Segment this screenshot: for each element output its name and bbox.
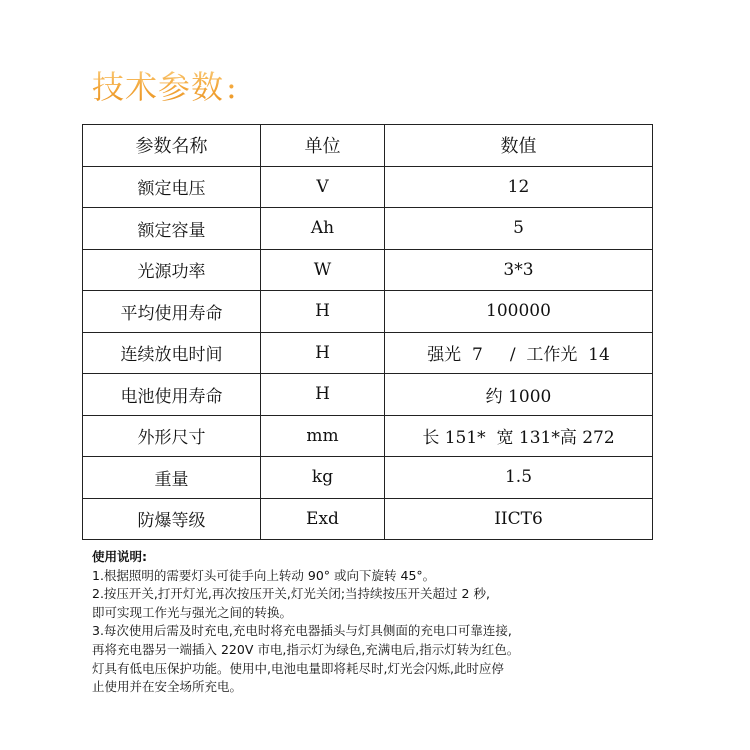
instruction-line: 1.根据照明的需要灯头可徒手向上转动 90° 或向下旋转 45°。 [92,567,436,583]
cell-value: 长 151* 宽 131*高 272 [385,415,653,457]
table-header-row [83,125,653,167]
cell-unit: H [261,374,385,416]
cell-value: 1.5 [385,457,653,499]
instruction-line: 2.按压开关,打开灯光,再次按压开关,灯光关闭;当持续按压开关超过 2 秒, [92,586,490,602]
cell-value: 100000 [385,291,653,333]
table-row [83,332,653,374]
instruction-line: 灯具有低电压保护功能。使用中,电池电量即将耗尽时,灯光会闪烁,此时应停 [92,660,504,676]
instruction-line: 止使用并在安全场所充电。 [92,679,243,695]
cell-unit: kg [261,457,385,499]
cell-param-name: 平均使用寿命 [83,291,261,333]
instruction-line: 再将充电器另一端插入 220V 市电,指示灯为绿色,充满电后,指示灯转为红色。 [92,641,520,657]
cell-param-name: 额定容量 [83,208,261,250]
cell-unit: V [261,166,385,208]
table-row [83,208,653,250]
cell-unit: W [261,249,385,291]
cell-value: 12 [385,166,653,208]
header-value: 数值 [385,125,653,167]
instructions-heading: 使用说明: [92,549,147,564]
cell-unit: Ah [261,208,385,250]
table-row [83,374,653,416]
page-title-text: 技术参数 [92,68,225,106]
table-row [83,498,653,540]
cell-param-name: 重量 [83,457,261,499]
table-row [83,415,653,457]
cell-unit: mm [261,415,385,457]
header-param-name: 参数名称 [83,125,261,167]
parameter-table [82,124,653,540]
cell-unit: H [261,291,385,333]
table-row [83,457,653,499]
cell-value: 5 [385,208,653,250]
page-title-colon: : [226,68,238,106]
cell-param-name: 额定电压 [83,166,261,208]
cell-value: 约 1000 [385,374,653,416]
table-row [83,249,653,291]
cell-param-name: 连续放电时间 [83,332,261,374]
page-title [92,62,238,108]
cell-param-name: 防爆等级 [83,498,261,540]
cell-unit: H [261,332,385,374]
instruction-line: 即可实现工作光与强光之间的转换。 [92,604,293,620]
usage-instructions [92,548,682,697]
cell-param-name: 电池使用寿命 [83,374,261,416]
cell-value: 强光 7 / 工作光 14 [385,332,653,374]
table-row [83,291,653,333]
cell-value: IICT6 [385,498,653,540]
cell-param-name: 外形尺寸 [83,415,261,457]
instruction-line: 3.每次使用后需及时充电,充电时将充电器插头与灯具侧面的充电口可靠连接, [92,623,512,639]
cell-param-name: 光源功率 [83,249,261,291]
cell-value: 3*3 [385,249,653,291]
cell-unit: Exd [261,498,385,540]
header-unit: 单位 [261,125,385,167]
table-row [83,166,653,208]
